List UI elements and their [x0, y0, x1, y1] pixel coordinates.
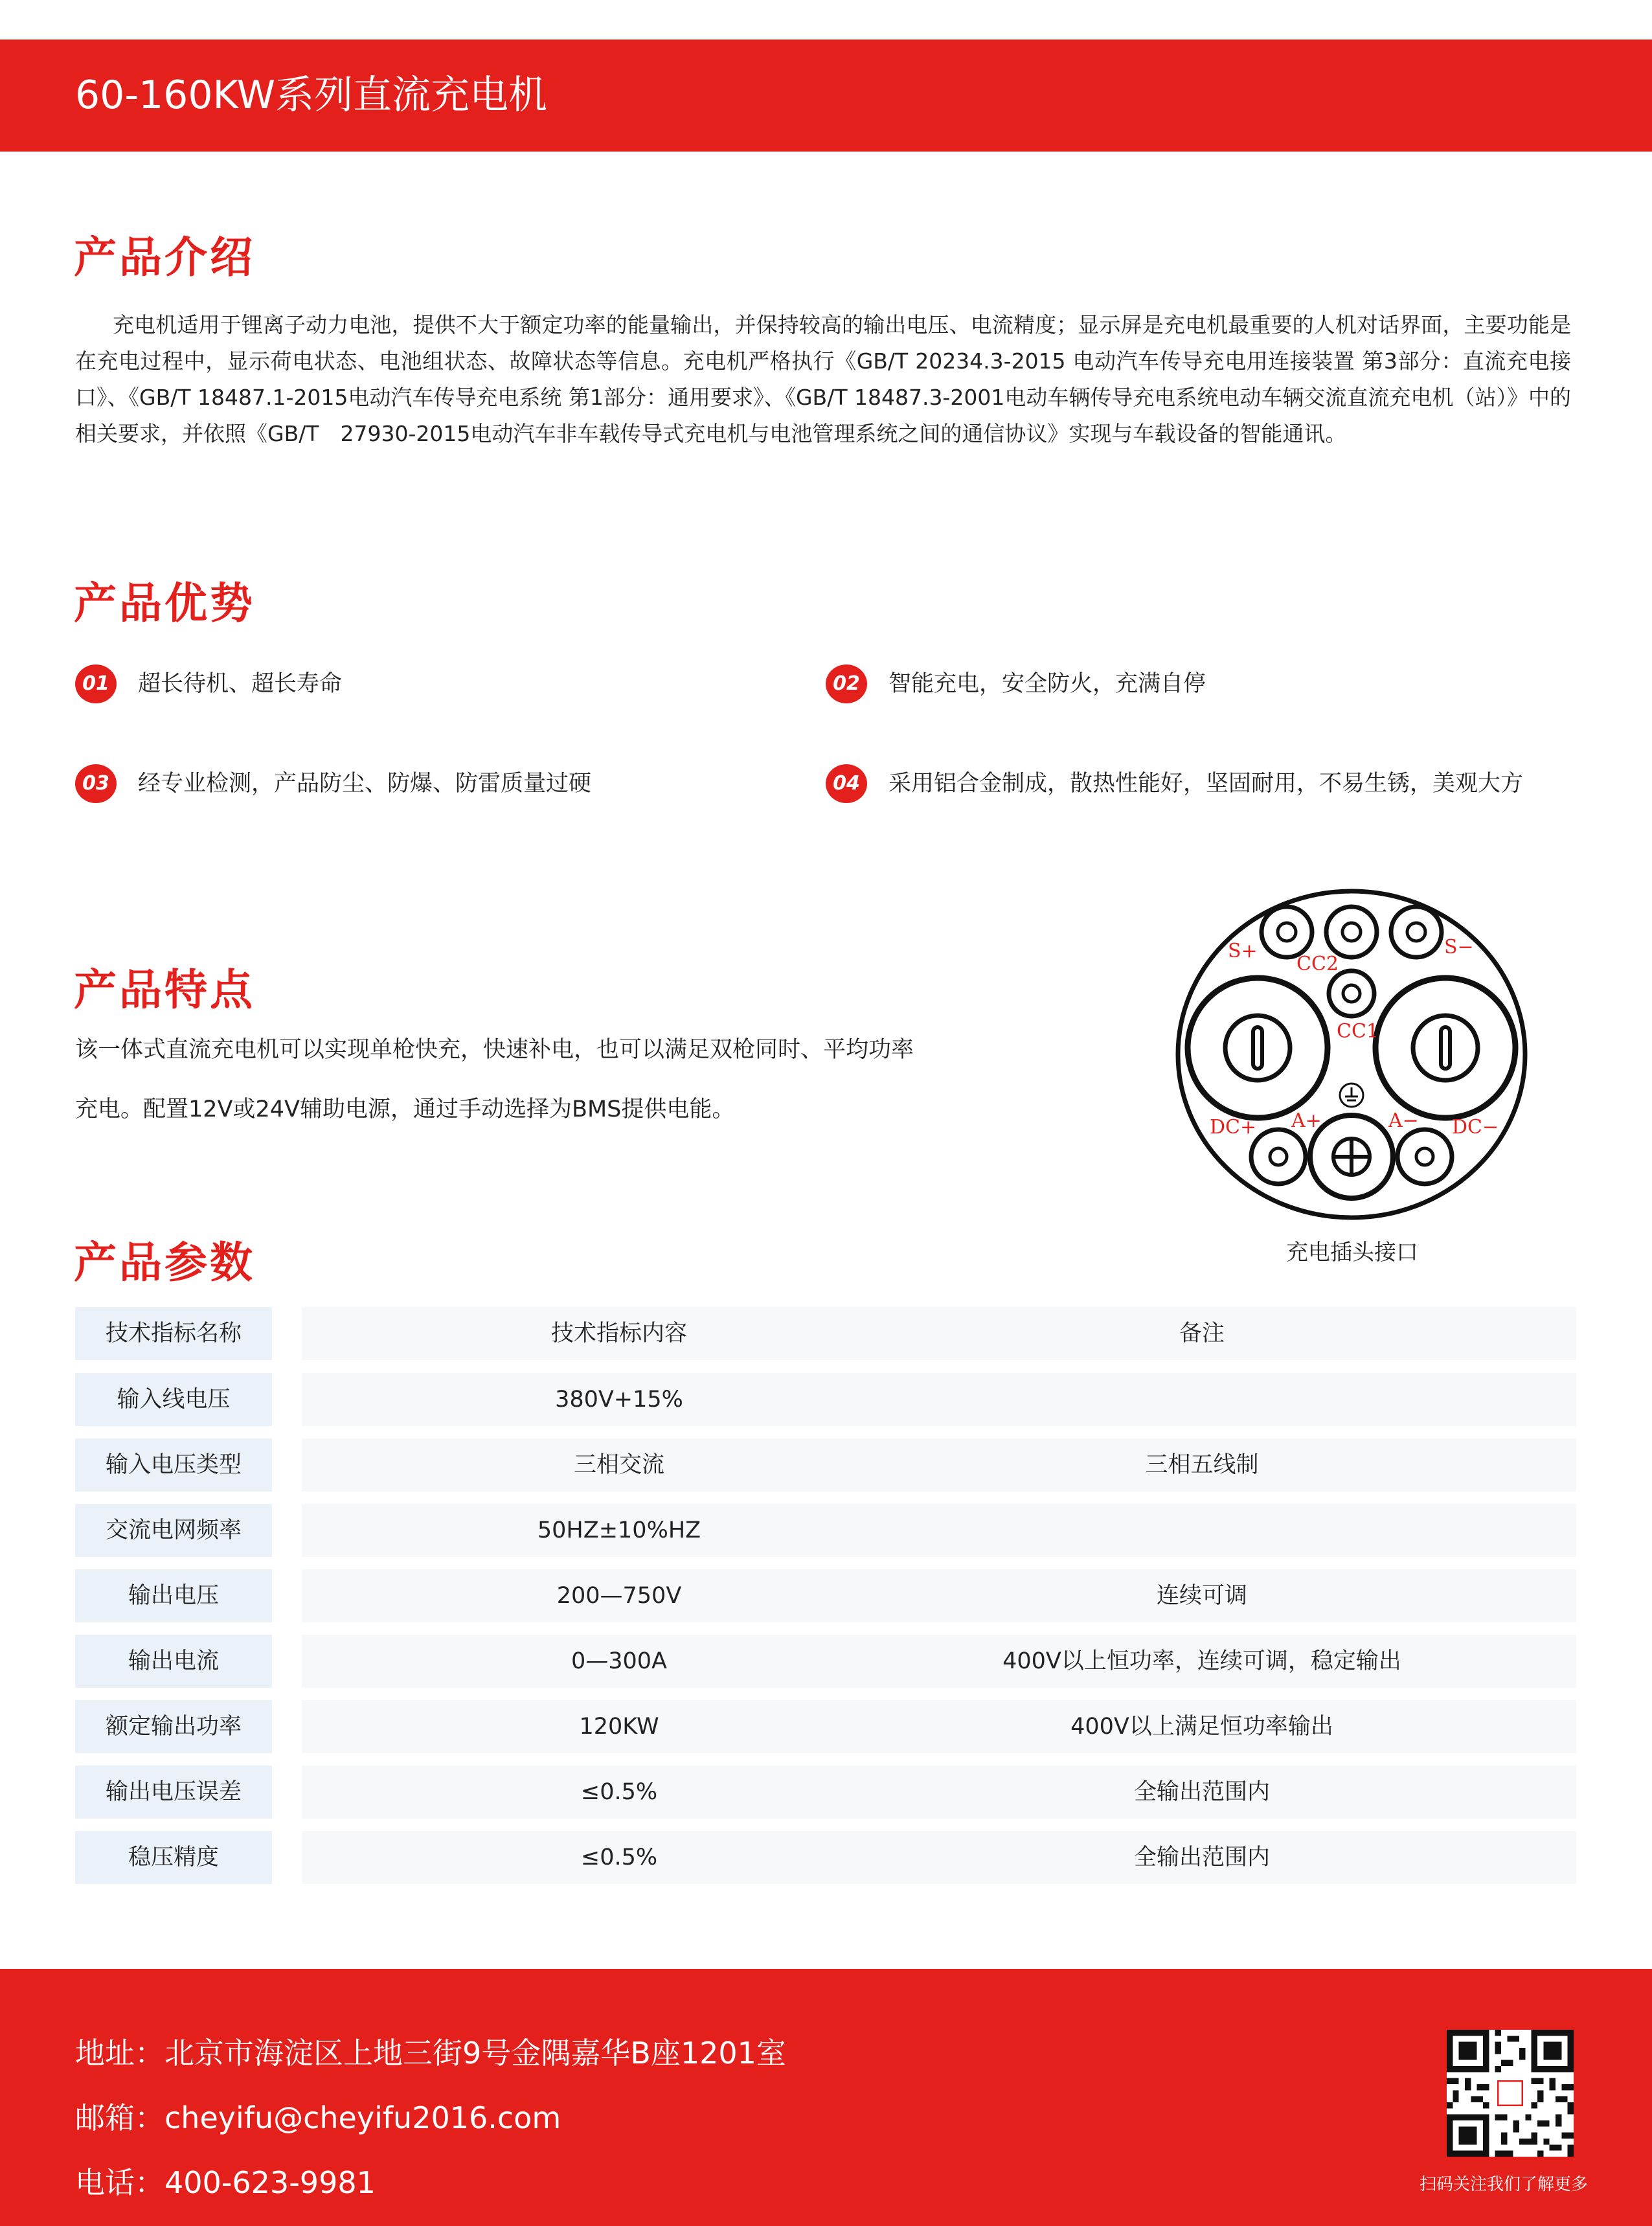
header-name-cell: 技术指标名称: [75, 1307, 272, 1360]
page-title: 60-160KW系列直流充电机: [75, 73, 548, 118]
advantage-text: 采用铝合金制成，散热性能好，坚固耐用，不易生锈，美观大方: [888, 771, 1524, 797]
param-content: 0—300A: [571, 1648, 667, 1674]
table-row: [75, 1504, 1576, 1557]
qr-code-icon[interactable]: [1447, 2030, 1574, 2157]
table-header-row: [75, 1307, 1576, 1360]
param-note: 连续可调: [1156, 1583, 1247, 1609]
param-note: 全输出范围内: [1133, 1845, 1270, 1870]
label-a-plus: A+: [1291, 1109, 1322, 1132]
header-note-cell: 备注: [1179, 1321, 1225, 1346]
table-row: [75, 1700, 1576, 1753]
footer-email[interactable]: 邮箱：cheyifu@cheyifu2016.com: [75, 2100, 561, 2135]
param-content: 三相交流: [573, 1452, 664, 1478]
features-line-2: 充电。配置12V或24V辅助电源，通过手动选择为BMS提供电能。: [75, 1096, 735, 1122]
intro-section-title: 产品介绍: [74, 233, 255, 282]
param-name: 输出电压误差: [75, 1766, 272, 1819]
intro-paragraph: 充电机适用于锂离子动力电池，提供不大于额定功率的能量输出，并保持较高的输出电压、电流精度；显示屏是充电机最重要的人机对话界面，主要功能是在充电过程中，显示荷电状态、电池组状态、故障状态等信息。充电机严格执行《GB/T 20234.3-2015 电动汽车传导充电用连接装置 第3部分：直流充电接口》、《GB/T 18487.1-2015电动汽车传导充电系统 第1部分：通用要求》、《GB/T 18487.3-2001电动车辆传导充电系统电动车辆交流直流充电机（站）》中的相关要求，并依照《GB/T 27930-2015电动汽车非车载传导式充电机与电池管理系统之间的通信协议》实现与车载设备的智能通讯。: [75, 312, 1571, 446]
params-section-title: 产品参数: [74, 1238, 255, 1288]
advantage-text: 超长待机、超长寿命: [138, 671, 343, 697]
param-note: 三相五线制: [1145, 1452, 1259, 1478]
label-a-minus: A−: [1388, 1109, 1419, 1132]
number-badge: 01: [75, 664, 117, 703]
header-bar: [0, 40, 1652, 152]
number-badge: 02: [826, 664, 867, 703]
header-content-cell: 技术指标内容: [550, 1321, 687, 1346]
param-content: 200—750V: [556, 1583, 682, 1609]
table-row: [75, 1831, 1576, 1884]
s-plus-pin: [1262, 907, 1312, 957]
advantages-section-title: 产品优势: [74, 578, 255, 628]
param-content: ≤0.5%: [580, 1779, 658, 1805]
label-dc-minus: DC−: [1452, 1116, 1499, 1139]
connector-caption: 充电插头接口: [1286, 1240, 1418, 1266]
param-content: 50HZ±10%HZ: [537, 1517, 701, 1543]
dc-minus-pin: [1375, 978, 1515, 1118]
param-name: 稳压精度: [75, 1831, 272, 1884]
label-cc1: CC1: [1337, 1020, 1379, 1043]
table-row: [75, 1766, 1576, 1819]
a-minus-pin: [1397, 1130, 1452, 1184]
table-row: [75, 1373, 1576, 1426]
number-badge: 04: [826, 764, 867, 803]
param-note: [936, 1373, 1467, 1426]
features-paragraph: [75, 1020, 1047, 1139]
param-note: 全输出范围内: [1133, 1779, 1270, 1805]
table-row: [75, 1635, 1576, 1688]
param-name: 交流电网频率: [75, 1504, 272, 1557]
footer-address: 地址：北京市海淀区上地三街9号金隅嘉华B座1201室: [75, 2036, 786, 2071]
footer-bar: [0, 1969, 1652, 2226]
label-cc2: CC2: [1296, 953, 1339, 975]
s-minus-pin: [1391, 907, 1442, 957]
param-content: 120KW: [579, 1714, 659, 1740]
ground-icon: [1340, 1084, 1363, 1107]
cc2-pin: [1326, 907, 1377, 957]
advantage-text: 经专业检测，产品防尘、防爆、防雷质量过硬: [138, 771, 592, 797]
footer-phone[interactable]: 电话：400-623-9981: [75, 2165, 376, 2200]
dc-plus-pin: [1188, 978, 1328, 1118]
number-badge: 03: [75, 764, 117, 803]
label-s-minus: S−: [1444, 936, 1474, 959]
features-section-title: 产品特点: [74, 965, 255, 1015]
param-name: 输入线电压: [75, 1373, 272, 1426]
param-name: 输出电压: [75, 1569, 272, 1622]
param-note: [936, 1504, 1467, 1557]
advantage-text: 智能充电，安全防火，充满自停: [888, 671, 1206, 697]
table-row: [75, 1438, 1576, 1492]
param-note: 400V以上满足恒功率输出: [1070, 1714, 1333, 1740]
param-name: 输入电压类型: [75, 1438, 272, 1492]
a-plus-pin: [1251, 1130, 1306, 1184]
features-line-1: 该一体式直流充电机可以实现单枪快充，快速补电，也可以满足双枪同时、平均功率: [75, 1037, 914, 1063]
param-content: ≤0.5%: [580, 1845, 658, 1870]
label-s-plus: S+: [1228, 940, 1258, 962]
param-name: 输出电流: [75, 1635, 272, 1688]
qr-caption: 扫码关注我们了解更多: [1420, 2175, 1589, 2194]
charging-connector-diagram: [1175, 885, 1528, 1221]
param-content: 380V+15%: [555, 1387, 683, 1413]
param-name: 额定输出功率: [75, 1700, 272, 1753]
cc1-pin: [1329, 971, 1374, 1016]
label-dc-plus: DC+: [1210, 1116, 1257, 1139]
table-row: [75, 1569, 1576, 1622]
param-note: 400V以上恒功率，连续可调，稳定输出: [1002, 1648, 1401, 1674]
